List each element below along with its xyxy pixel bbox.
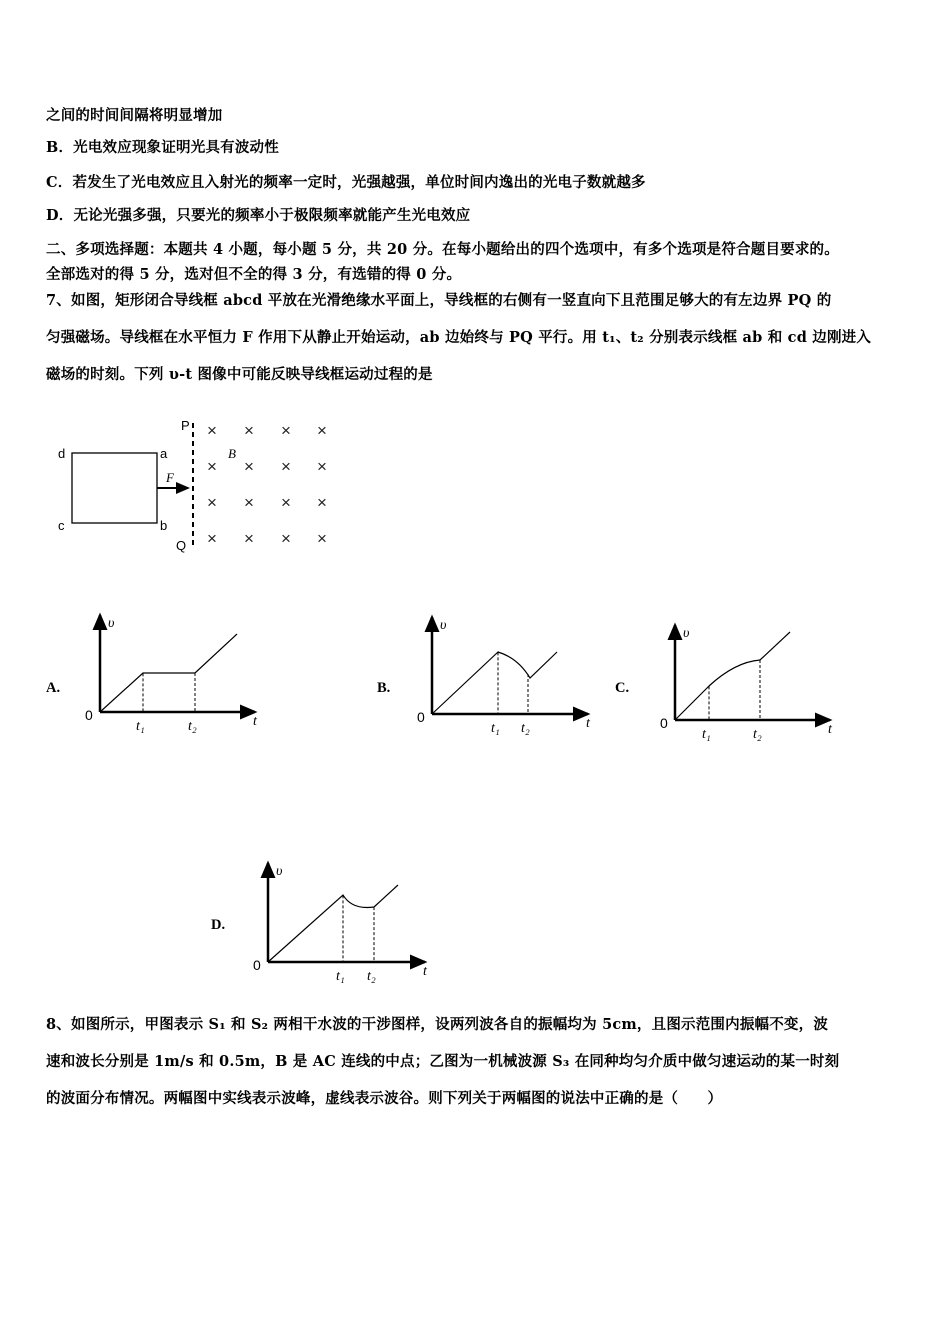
t2-label: t₂ xyxy=(367,969,376,984)
velocity-curve xyxy=(100,634,237,712)
label-field-b: B xyxy=(228,446,236,461)
vt-graph-a xyxy=(85,615,258,734)
option-c-q6: C．若发生了光电效应且入射光的频率一定时，光强越强，单位时间内逸出的光电子数就越多 xyxy=(46,174,646,191)
t-axis-label: t xyxy=(586,716,590,731)
t2-label: t₂ xyxy=(521,721,530,736)
cross-mark: × xyxy=(244,457,254,476)
cross-mark: × xyxy=(317,421,327,440)
origin-label: 0 xyxy=(85,707,93,723)
origin-label: 0 xyxy=(417,709,425,725)
cross-mark: × xyxy=(207,529,217,548)
label-p: P xyxy=(181,418,190,433)
option-b-label: B. xyxy=(377,680,391,696)
cross-mark: × xyxy=(317,493,327,512)
vt-graph-c xyxy=(660,625,833,742)
magnetic-field-crosses xyxy=(207,421,327,548)
option-c-label: C. xyxy=(615,680,630,696)
t-axis-label: t xyxy=(423,964,427,979)
wire-frame-figure xyxy=(58,418,327,553)
question-8-line: 8、如图所示，甲图表示 S₁ 和 S₂ 两相干水波的干涉图样，设两列波各自的振幅均为 5cm，且图示范围内振幅不变，波 xyxy=(46,1016,829,1033)
label-c: c xyxy=(58,518,65,533)
option-a-label: A. xyxy=(46,680,61,696)
v-axis-label: υ xyxy=(276,864,283,879)
option-d-label: D. xyxy=(211,917,226,933)
cross-mark: × xyxy=(244,421,254,440)
question-7-line: 匀强磁场。导线框在水平恒力 F 作用下从静止开始运动，ab 边始终与 PQ 平行。用 t₁、t₂ 分别表示线框 ab 和 cd 边刚进入 xyxy=(46,329,872,346)
t1-label: t₁ xyxy=(136,719,145,734)
t-axis-label: t xyxy=(253,714,257,729)
wire-frame xyxy=(72,453,157,523)
cross-mark: × xyxy=(317,529,327,548)
option-b-q6: B．光电效应现象证明光具有波动性 xyxy=(46,139,279,156)
t2-label: t₂ xyxy=(753,727,762,742)
section-scoring: 全部选对的得 5 分，选对但不全的得 3 分，有选错的得 0 分。 xyxy=(46,266,462,283)
option-d-q6: D．无论光强多强，只要光的频率小于极限频率就能产生光电效应 xyxy=(46,207,471,224)
t1-label: t₁ xyxy=(491,721,500,736)
label-d: d xyxy=(58,446,66,461)
question-8-line: 的波面分布情况。两幅图中实线表示波峰，虚线表示波谷。则下列关于两幅图的说法中正确的是（ ） xyxy=(46,1090,723,1107)
origin-label: 0 xyxy=(253,957,261,973)
t1-label: t₁ xyxy=(336,969,345,984)
cross-mark: × xyxy=(207,493,217,512)
v-axis-label: υ xyxy=(440,618,447,633)
cross-mark: × xyxy=(317,457,327,476)
v-axis-label: υ xyxy=(108,616,115,631)
velocity-curve xyxy=(675,632,790,720)
question-7-line: 7、如图，矩形闭合导线框 abcd 平放在光滑绝缘水平面上，导线框的右侧有一竖直向下且范围足够大的有左边界 PQ 的 xyxy=(46,292,832,309)
text-line: 之间的时间间隔将明显增加 xyxy=(46,107,223,124)
origin-label: 0 xyxy=(660,715,668,731)
vt-graph-d xyxy=(253,863,428,984)
t2-label: t₂ xyxy=(188,719,197,734)
label-force-f: F xyxy=(166,470,174,485)
t1-label: t₁ xyxy=(702,727,711,742)
question-8-line: 速和波长分别是 1m/s 和 0.5m，B 是 AC 连线的中点；乙图为一机械波源 S₃ 在同种均匀介质中做匀速运动的某一时刻 xyxy=(46,1053,840,1070)
t-axis-label: t xyxy=(828,722,832,737)
cross-mark: × xyxy=(281,421,291,440)
section-heading: 二、多项选择题：本题共 4 小题，每小题 5 分，共 20 分。在每小题给出的四个选项中，有多个选项是符合题目要求的。 xyxy=(46,241,839,258)
vt-graph-b xyxy=(417,617,591,736)
cross-mark: × xyxy=(244,529,254,548)
cross-mark: × xyxy=(207,457,217,476)
cross-mark: × xyxy=(207,421,217,440)
cross-mark: × xyxy=(281,493,291,512)
velocity-curve xyxy=(432,652,557,714)
label-a: a xyxy=(160,446,168,461)
v-axis-label: υ xyxy=(683,626,690,641)
cross-mark: × xyxy=(281,457,291,476)
question-7-line: 磁场的时刻。下列 υ-t 图像中可能反映导线框运动过程的是 xyxy=(46,366,433,383)
cross-mark: × xyxy=(244,493,254,512)
cross-mark: × xyxy=(281,529,291,548)
label-q: Q xyxy=(176,538,187,553)
label-b: b xyxy=(160,518,168,533)
velocity-curve xyxy=(268,885,398,962)
